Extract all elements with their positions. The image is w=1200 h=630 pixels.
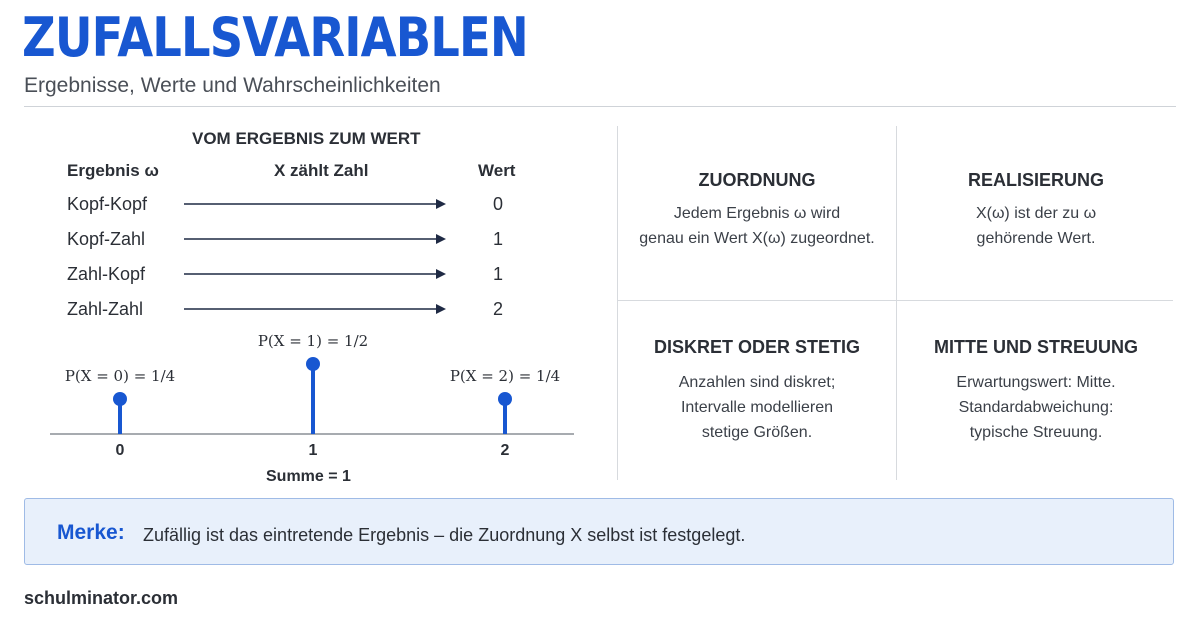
card-title: DISKRET ODER STETIG	[653, 337, 860, 357]
note-box	[24, 498, 1174, 565]
footer-brand: schulminator.com	[24, 588, 179, 608]
page-subtitle: Ergebnisse, Werte und Wahrscheinlichkeiten	[24, 74, 441, 97]
value-label: 0	[492, 194, 503, 214]
outcome-label: Kopf-Kopf	[67, 194, 148, 214]
value-label: 1	[492, 229, 503, 249]
card-text: Erwartungswert: Mitte. Standardabweichung: typische Streuung.	[956, 374, 1116, 441]
value-label: 2	[492, 299, 503, 319]
value-label: 1	[492, 264, 503, 284]
outcome-label: Zahl-Zahl	[67, 299, 144, 319]
probability-label: P(X = 0) = 1/4	[64, 367, 176, 385]
mapping-title: VOM ERGEBNIS ZUM WERT	[192, 129, 421, 148]
card-text: Jedem Ergebnis ω wird genau ein Wert X(ω) zugeordnet.	[639, 205, 875, 247]
card-title: ZUORDNUNG	[698, 170, 816, 190]
stem-plot-canvas	[0, 0, 600, 500]
stem-point	[498, 392, 512, 406]
probability-label: P(X = 1) = 1/2	[257, 332, 369, 350]
stem-point	[306, 357, 320, 371]
card-text: Anzahlen sind diskret; Intervalle modellieren stetige Größen.	[678, 374, 836, 441]
outcome-label: Kopf-Zahl	[67, 229, 146, 249]
column-header-outcome: Ergebnis ω	[67, 161, 159, 180]
column-header-rule: X zählt Zahl	[274, 161, 369, 180]
grid-divider-horizontal	[617, 300, 1173, 301]
stem-point	[113, 392, 127, 406]
x-tick-label: 0	[115, 442, 125, 459]
card-title: REALISIERUNG	[967, 170, 1104, 190]
card-title: MITTE UND STREUUNG	[934, 337, 1138, 357]
column-header-value: Wert	[478, 161, 516, 180]
page-title: ZUFALLSVARIABLEN	[22, 6, 528, 69]
sum-label: Summe = 1	[266, 468, 351, 485]
note-key: Merke:	[57, 521, 125, 544]
probability-label: P(X = 2) = 1/4	[449, 367, 561, 385]
card-text: X(ω) ist der zu ω gehörende Wert.	[975, 205, 1097, 247]
x-tick-label: 2	[500, 442, 510, 459]
outcome-label: Zahl-Kopf	[67, 264, 146, 284]
note-text: Zufällig ist das eintretende Ergebnis – die Zuordnung X selbst ist festgelegt.	[143, 525, 746, 545]
x-tick-label: 1	[308, 442, 318, 459]
